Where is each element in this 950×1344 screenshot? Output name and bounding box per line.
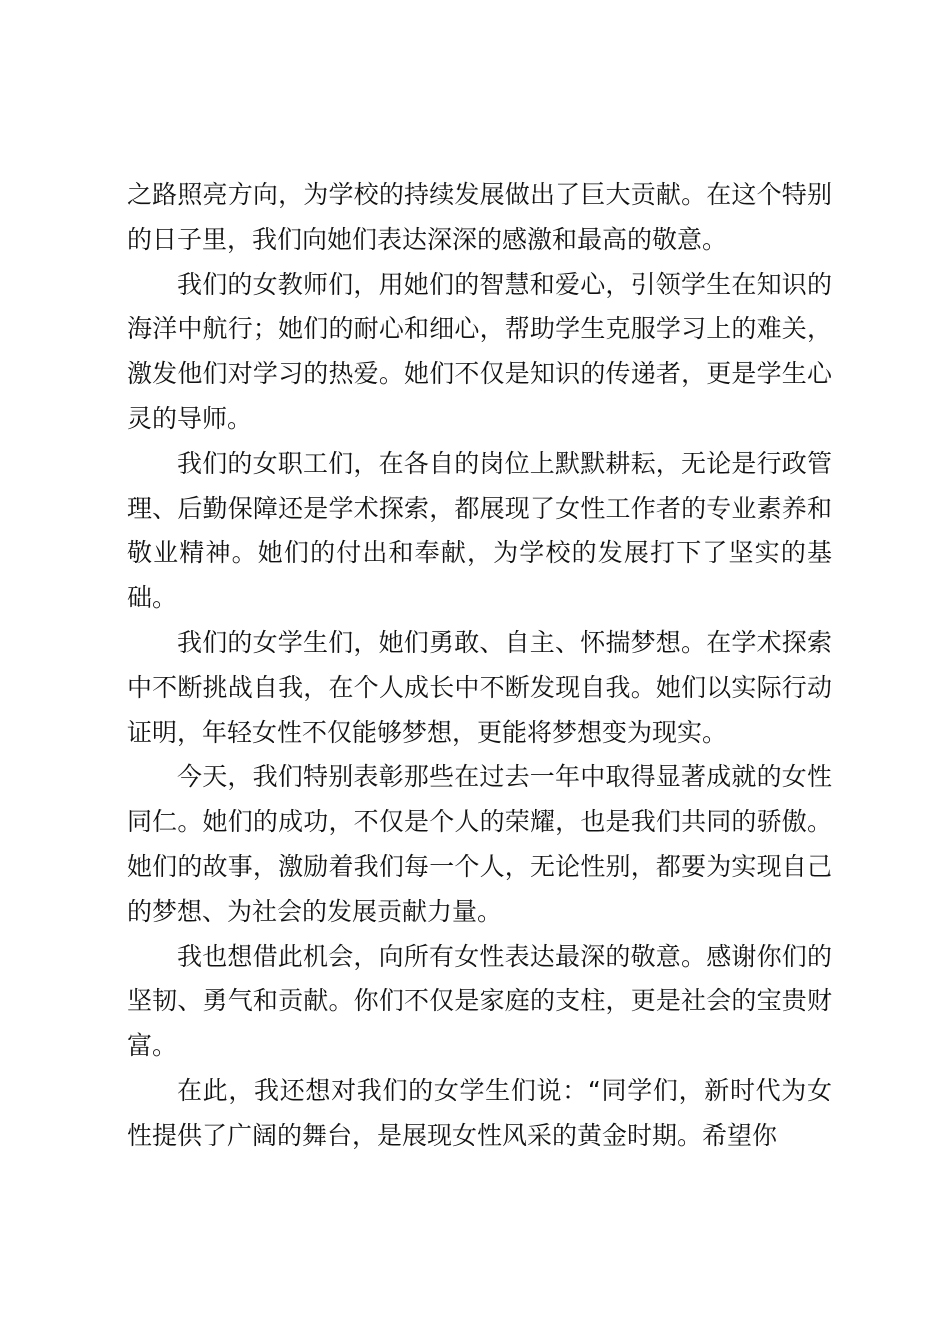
- document-body: [127, 173, 832, 1159]
- paragraph-1: 之路照亮方向，为学校的持续发展做出了巨大贡献。在这个特别的日子里，我们向她们表达深深的感激和最高的敬意。: [127, 180, 832, 254]
- paragraph-2: 我们的女教师们，用她们的智慧和爱心，引领学生在知识的海洋中航行；她们的耐心和细心，帮助学生克服学习上的难关，激发他们对学习的热爱。她们不仅是知识的传递者，更是学生心灵的导师。: [127, 269, 832, 433]
- paragraph-7: 在此，我还想对我们的女学生们说：“同学们，新时代为女性提供了广阔的舞台，是展现女性风采的黄金时期。希望你: [127, 1075, 832, 1150]
- paragraph-5: 今天，我们特别表彰那些在过去一年中取得显著成就的女性同仁。她们的成功，不仅是个人的荣耀，也是我们共同的骄傲。她们的故事，激励着我们每一个人，无论性别，都要为实现自己的梦想、为社会的发展贡献力量。: [127, 762, 832, 926]
- paragraph-6: 我也想借此机会，向所有女性表达最深的敬意。感谢你们的坚韧、勇气和贡献。你们不仅是家庭的支柱，更是社会的宝贵财富。: [127, 941, 832, 1061]
- paragraph-3: 我们的女职工们，在各自的岗位上默默耕耘，无论是行政管理、后勤保障还是学术探索，都展现了女性工作者的专业素养和敬业精神。她们的付出和奉献，为学校的发展打下了坚实的基础。: [127, 448, 832, 613]
- paragraph-4: 我们的女学生们，她们勇敢、自主、怀揣梦想。在学术探索中不断挑战自我，在个人成长中不断发现自我。她们以实际行动证明，年轻女性不仅能够梦想，更能将梦想变为现实。: [127, 627, 832, 747]
